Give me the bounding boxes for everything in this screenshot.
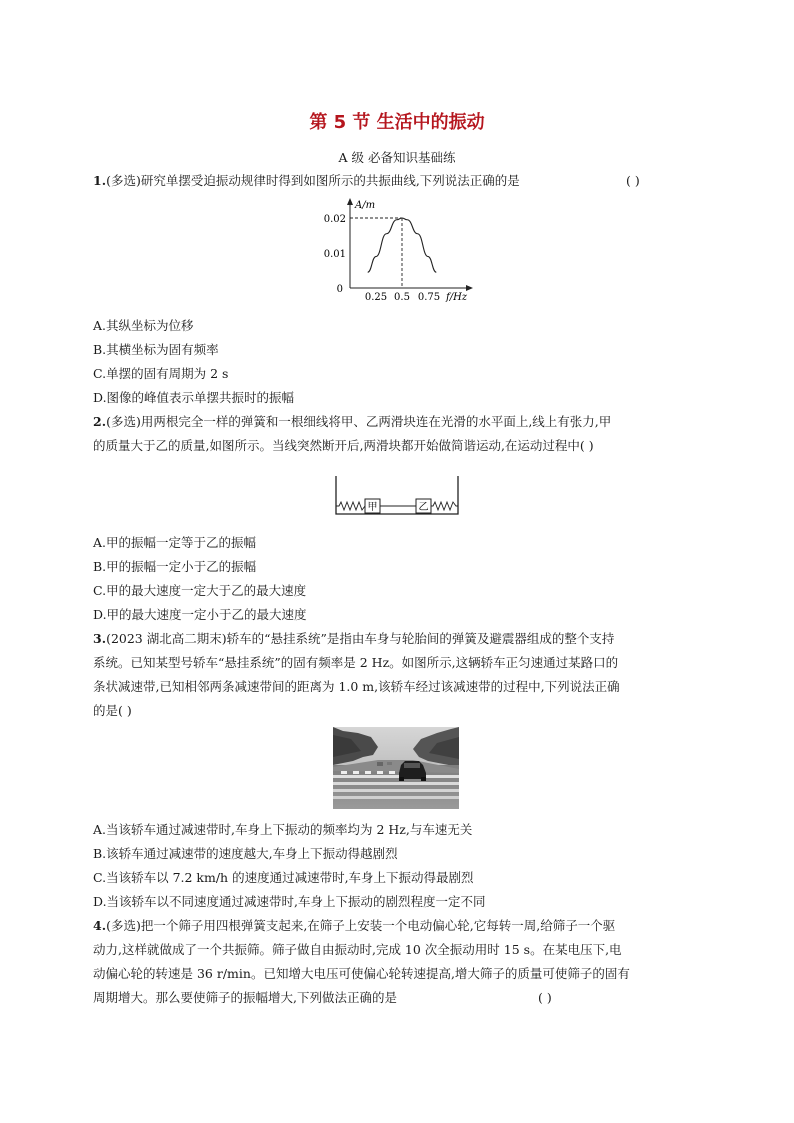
left-spring xyxy=(336,502,365,510)
spring-block-diagram xyxy=(334,468,460,520)
question-3-number: 3. xyxy=(93,631,107,646)
question-1-stem xyxy=(93,172,520,190)
x-tick-0.5: 0.5 xyxy=(394,292,410,303)
q1-option-c: C.单摆的固有周期为 2 s xyxy=(93,366,229,381)
q1-option-a: A.其纵坐标为位移 xyxy=(93,318,194,333)
question-4-stem-line1 xyxy=(93,917,615,935)
question-1-number: 1. xyxy=(93,173,107,188)
q3-option-c: C.当该轿车以 7.2 km/h 的速度通过减速带时,车身上下振动得最剧烈 xyxy=(93,870,474,885)
x-tick-0.25: 0.25 xyxy=(364,292,388,303)
q3-option-d: D.当该轿车以不同速度通过减速带时,车身上下振动的剧烈程度一定不同 xyxy=(93,894,486,909)
page-title: 第 5 节 生活中的振动 xyxy=(309,112,485,133)
question-4-stem-line4: 周期增大。那么要使筛子的振幅增大,下列做法正确的是 xyxy=(93,990,397,1005)
question-4-stem-line3: 动偏心轮的转速是 36 r/min。已知增大电压可使偏心轮转速提高,增大筛子的质量可使筛子的固有 xyxy=(93,966,630,981)
section-subtitle: A 级 必备知识基础练 xyxy=(338,150,456,165)
question-2-stem-line1 xyxy=(93,413,611,431)
question-2-stem-line2: 的质量大于乙的质量,如图所示。当线突然断开后,两滑块都开始做简谐运动,在运动过程中( ) xyxy=(93,438,594,453)
question-3-stem-line1 xyxy=(93,630,614,648)
question-3-text-1: (2023 湖北高二期末)轿车的“悬挂系统”是指由车身与轮胎间的弹簧及避震器组成的整个支持 xyxy=(106,631,615,646)
right-spring xyxy=(431,502,458,510)
question-4-stem-line2: 动力,这样就做成了一个共振筛。筛子做自由振动时,完成 10 次全振动用时 15 s。在某电压下,电 xyxy=(93,942,622,957)
y-tick-0: 0 xyxy=(336,284,343,295)
question-1-text: (多选)研究单摆受迫振动规律时得到如图所示的共振曲线,下列说法正确的是 xyxy=(106,173,520,188)
question-4-answer-paren: ( ) xyxy=(538,990,552,1005)
block-yi-label: 乙 xyxy=(418,502,429,513)
y-axis-arrow xyxy=(347,198,353,205)
q3-option-a: A.当该轿车通过减速带时,车身上下振动的频率均为 2 Hz,与车速无关 xyxy=(93,822,473,837)
question-2-text-1: (多选)用两根完全一样的弹簧和一根细线将甲、乙两滑块连在光滑的水平面上,线上有张力,甲 xyxy=(106,414,612,429)
resonance-curve-chart xyxy=(315,196,480,304)
x-axis-arrow xyxy=(466,285,473,291)
container-walls xyxy=(336,476,458,514)
y-tick-0.01: 0.01 xyxy=(323,249,346,260)
q1-option-d: D.图像的峰值表示单摆共振时的振幅 xyxy=(93,390,295,405)
question-1-answer-paren: ( ) xyxy=(626,173,640,188)
question-4-text-1: (多选)把一个筛子用四根弹簧支起来,在筛子上安装一个电动偏心轮,它每转一周,给筛子一个驱 xyxy=(106,918,616,933)
question-3-stem-line2: 系统。已知某型号轿车“悬挂系统”的固有频率是 2 Hz。如图所示,这辆轿车正匀速通过某路口的 xyxy=(93,655,619,670)
q3-option-b: B.该轿车通过减速带的速度越大,车身上下振动得越剧烈 xyxy=(93,846,398,861)
question-2-number: 2. xyxy=(93,414,107,429)
q1-option-b: B.其横坐标为固有频率 xyxy=(93,342,219,357)
y-axis-label: A/m xyxy=(355,200,376,211)
y-tick-0.02: 0.02 xyxy=(323,214,346,225)
question-4-number: 4. xyxy=(93,918,107,933)
x-tick-0.75: 0.75 xyxy=(417,292,441,303)
question-3-stem-line4: 的是( ) xyxy=(93,703,132,718)
q2-option-b: B.甲的振幅一定小于乙的振幅 xyxy=(93,559,257,574)
q2-option-c: C.甲的最大速度一定大于乙的最大速度 xyxy=(93,583,307,598)
question-3-stem-line3: 条状减速带,已知相邻两条减速带间的距离为 1.0 m,该轿车经过该减速带的过程中,下列说法正确 xyxy=(93,679,620,694)
x-axis-label: f/Hz xyxy=(446,292,468,303)
q2-option-d: D.甲的最大速度一定小于乙的最大速度 xyxy=(93,607,307,622)
block-jia-label: 甲 xyxy=(367,502,378,513)
q2-option-a: A.甲的振幅一定等于乙的振幅 xyxy=(93,535,257,550)
car-speed-bump-photo xyxy=(333,727,459,809)
